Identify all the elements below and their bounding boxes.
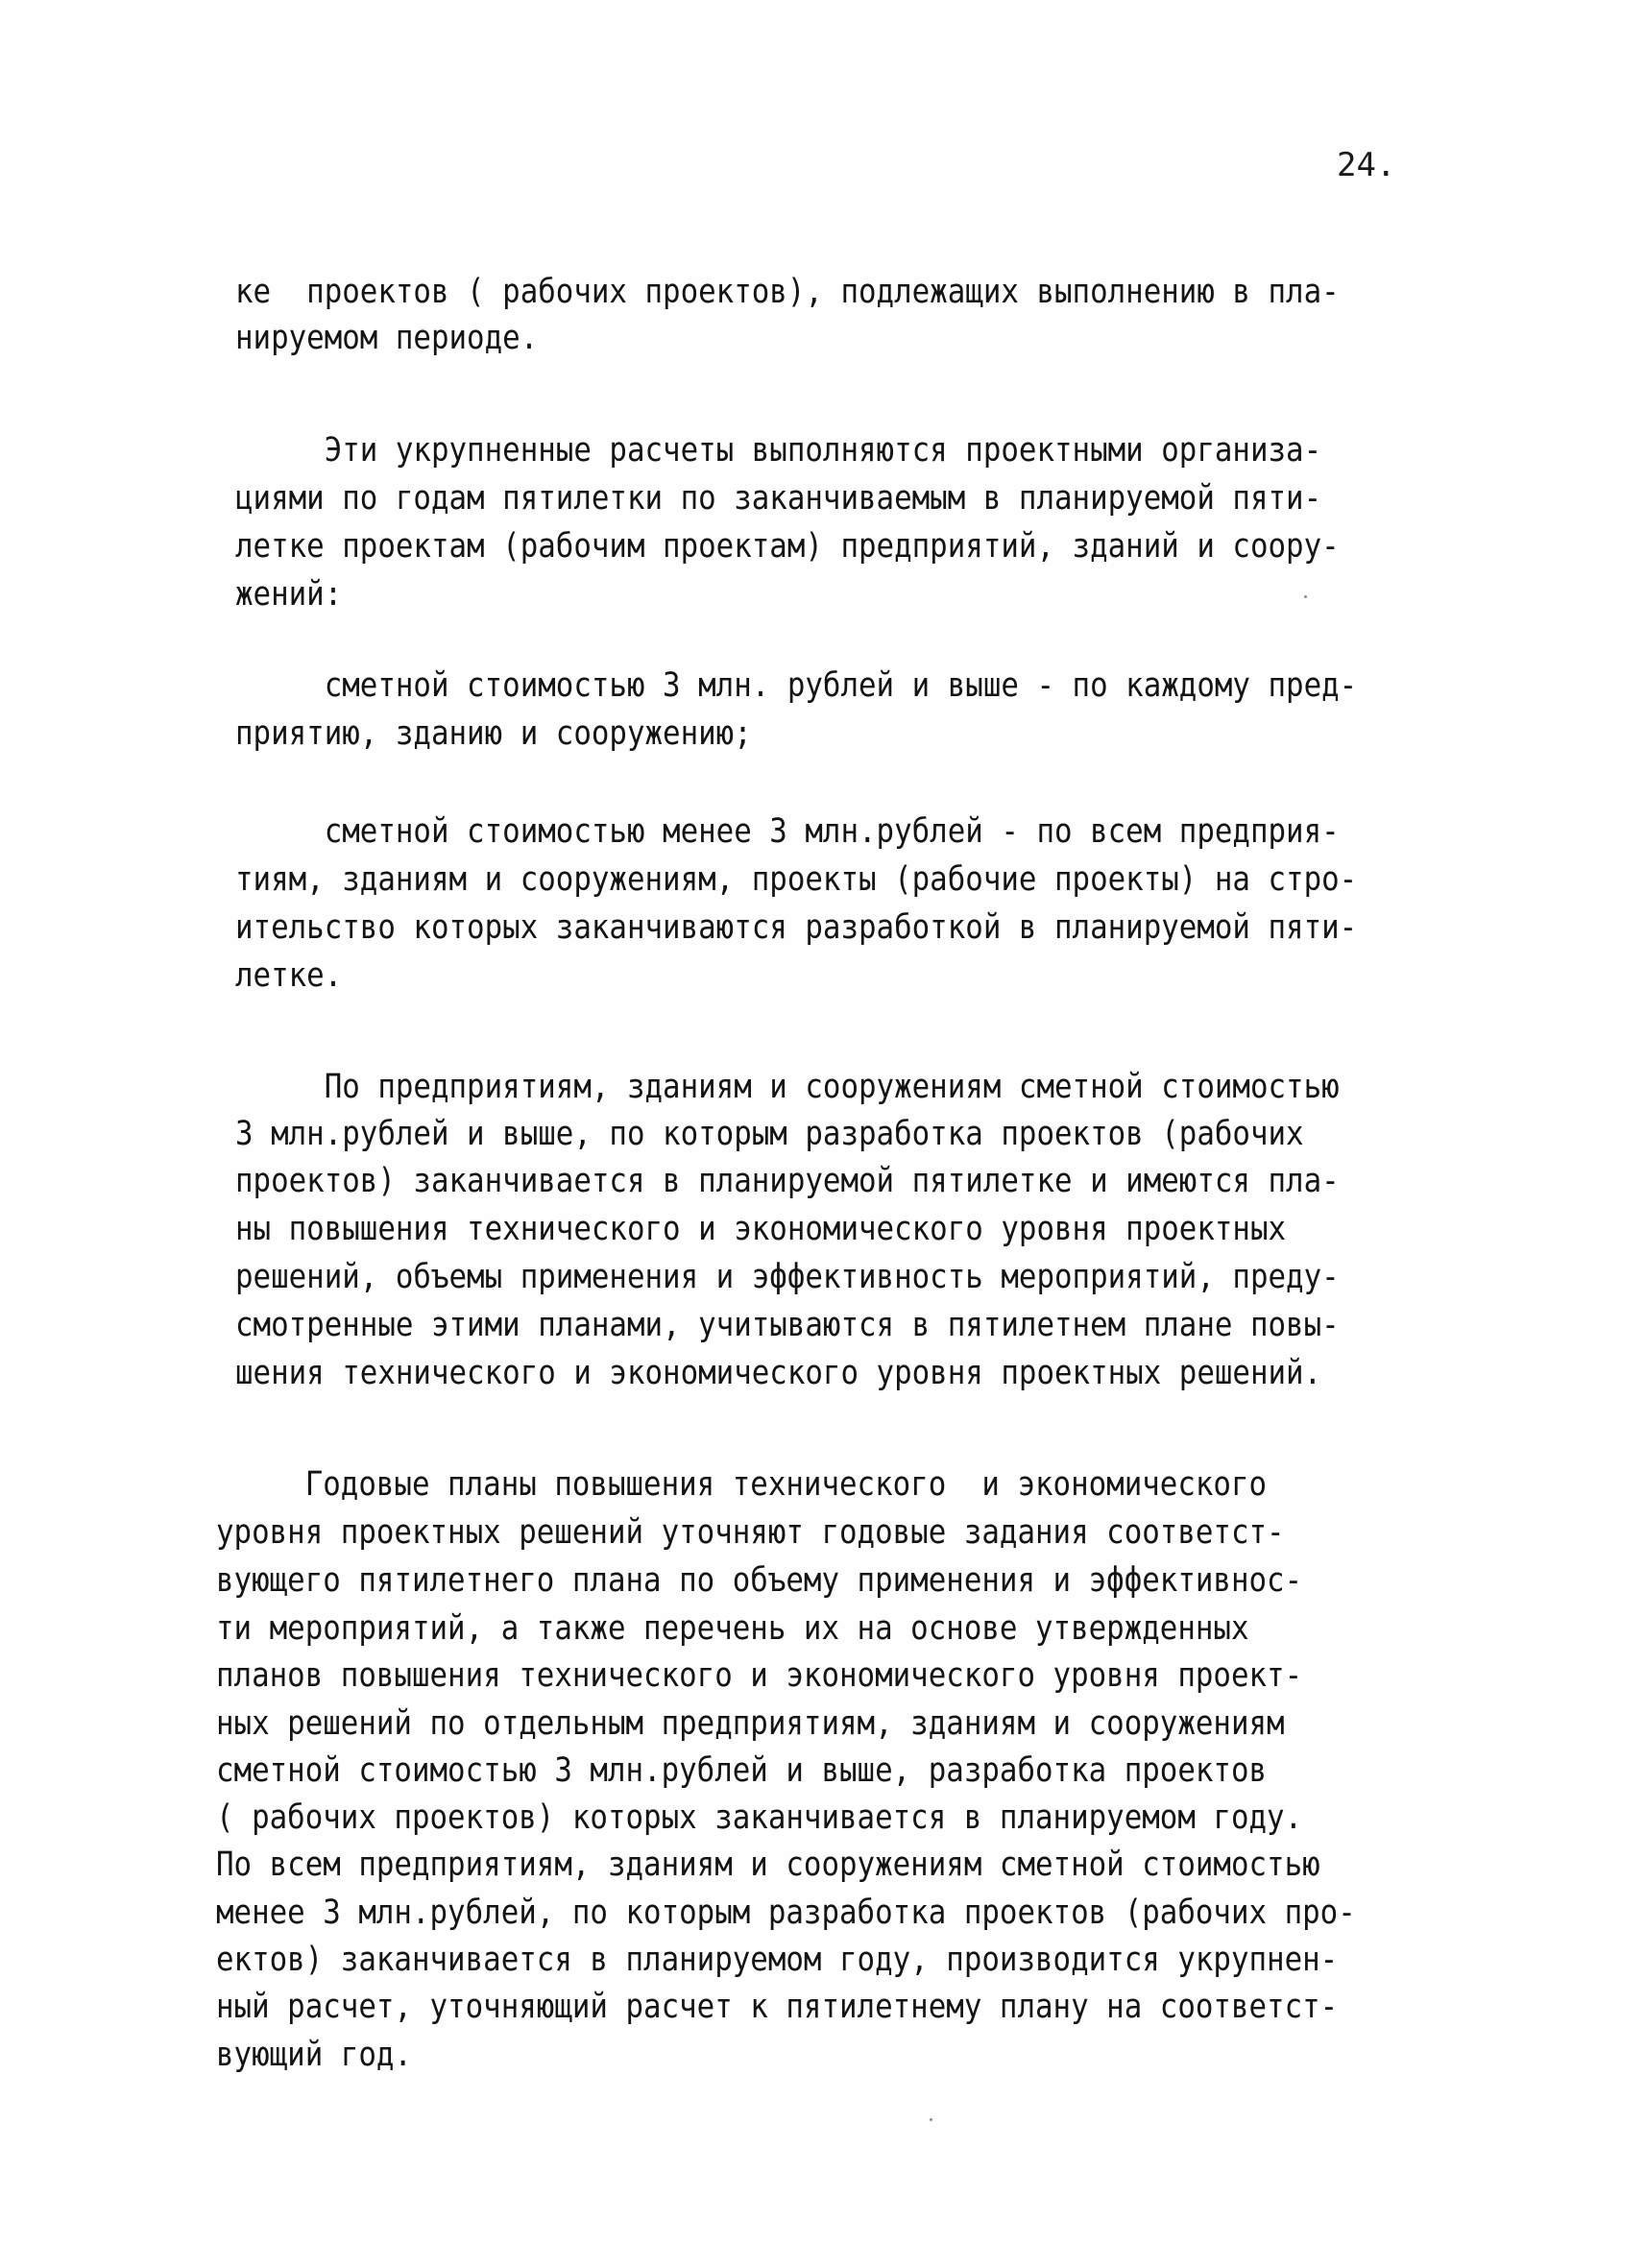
text-line: менее 3 млн.рублей, по которым разработка проектов (рабочих про- bbox=[216, 1894, 1356, 1932]
text-line: сметной стоимостью 3 млн.рублей и выше, разработка проектов bbox=[216, 1751, 1268, 1790]
scan-speck bbox=[1304, 595, 1307, 598]
text-line: летке проектам (рабочим проектам) предприятий, зданий и соору- bbox=[235, 527, 1340, 566]
text-line: 3 млн.рублей и выше, по которым разработка проектов (рабочих bbox=[235, 1115, 1304, 1153]
text-line: смотренные этими планами, учитываются в пятилетнем плане повы- bbox=[235, 1306, 1340, 1344]
text-line: нируемом периоде. bbox=[235, 319, 539, 357]
text-line: приятию, зданию и сооружению; bbox=[235, 714, 752, 753]
text-line: По всем предприятиям, зданиям и сооружениям сметной стоимостью bbox=[216, 1846, 1320, 1884]
text-line: летке. bbox=[235, 956, 343, 995]
text-line: Годовые планы повышения технического и экономического bbox=[216, 1465, 1268, 1504]
text-line: ный расчет, уточняющий расчет к пятилетнему плану на соответст- bbox=[216, 1988, 1339, 2026]
text-line: вующего пятилетнего плана по объему применения и эффективнос- bbox=[216, 1561, 1303, 1600]
page-number: 24. bbox=[1337, 146, 1396, 184]
text-line: решений, объемы применения и эффективность мероприятий, преду- bbox=[235, 1258, 1340, 1296]
text-line: тиям, зданиям и сооружениям, проекты (рабочие проекты) на стро- bbox=[235, 860, 1358, 899]
text-line: ке проектов ( рабочих проектов), подлежащих выполнению в пла- bbox=[235, 273, 1340, 311]
text-line: проектов) заканчивается в планируемой пятилетке и имеются пла- bbox=[235, 1162, 1340, 1200]
text-line: циями по годам пятилетки по заканчиваемым в планируемой пяти- bbox=[235, 479, 1322, 518]
text-line: ных решений по отдельным предприятиям, зданиям и сооружениям bbox=[216, 1704, 1285, 1743]
text-line: ти мероприятий, а также перечень их на основе утвержденных bbox=[216, 1609, 1249, 1648]
text-line: жений: bbox=[235, 575, 343, 614]
text-line: шения технического и экономического уровня проектных решений. bbox=[235, 1354, 1322, 1392]
text-line: сметной стоимостью менее 3 млн.рублей - по всем предприя- bbox=[235, 812, 1340, 851]
text-line: ны повышения технического и экономического уровня проектных bbox=[235, 1210, 1287, 1248]
text-line: планов повышения технического и экономического уровня проект- bbox=[216, 1656, 1303, 1695]
text-line: вующий год. bbox=[216, 2036, 412, 2074]
text-line: ительство которых заканчиваются разработкой в планируемой пяти- bbox=[235, 908, 1358, 947]
text-line: Эти укрупненные расчеты выполняются проектными организа- bbox=[235, 431, 1322, 470]
text-line: По предприятиям, зданиям и сооружениям сметной стоимостью bbox=[235, 1068, 1340, 1106]
text-line: ( рабочих проектов) которых заканчивается в планируемом году. bbox=[216, 1798, 1303, 1837]
text-line: уровня проектных решений уточняют годовые задания соответст- bbox=[216, 1513, 1285, 1552]
text-line: сметной стоимостью 3 млн. рублей и выше - по каждому пред- bbox=[235, 666, 1358, 705]
scan-speck bbox=[930, 2118, 932, 2121]
text-line: ектов) заканчивается в планируемом году, производится укрупнен- bbox=[216, 1941, 1339, 1979]
